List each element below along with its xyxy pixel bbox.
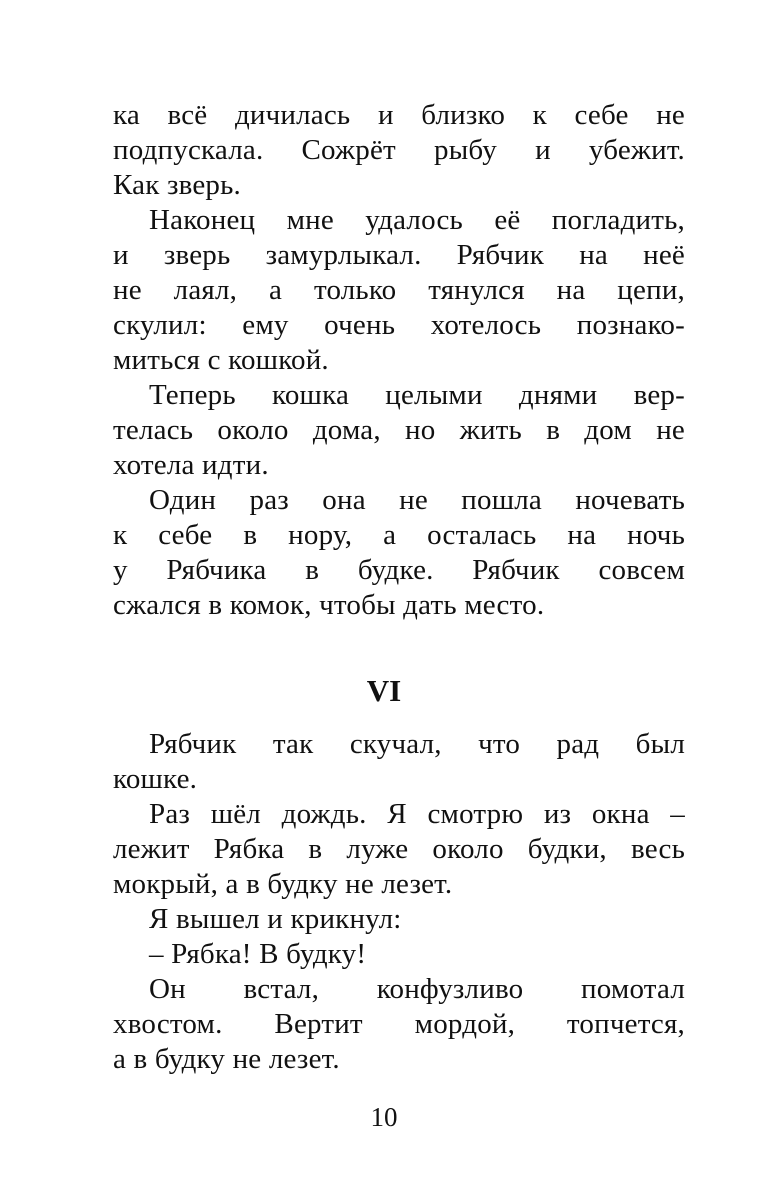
text-line: лежит Рябка в луже около будки, весь — [113, 833, 685, 865]
text-line: Как зверь. — [113, 169, 241, 201]
text-line: миться с кошкой. — [113, 344, 329, 376]
text-line: Рябчик так скучал, что рад был — [149, 728, 685, 760]
text-line: кошке. — [113, 763, 198, 795]
text-line: скулил: ему очень хотелось познако- — [113, 309, 685, 341]
text-line: мокрый, а в будку не лезет. — [113, 868, 453, 900]
text-line: Наконец мне удалось её погладить, — [149, 204, 685, 236]
text-block-bottom — [113, 727, 685, 1077]
text-line: и зверь замурлыкал. Рябчик на неё — [113, 239, 685, 271]
text-line: Теперь кошка целыми днями вер- — [149, 379, 685, 411]
text-line: – Рябка! В будку! — [149, 938, 367, 970]
text-line: сжался в комок, чтобы дать место. — [113, 589, 545, 621]
text-line: Один раз она не пошла ночевать — [149, 484, 685, 516]
text-line: к себе в нору, а осталась на ночь — [113, 519, 685, 551]
text-line: телась около дома, но жить в дом не — [113, 414, 685, 446]
text-line: подпускала. Сожрёт рыбу и убежит. — [113, 134, 685, 166]
text-line: хотела идти. — [113, 449, 269, 481]
text-line: Он встал, конфузливо помотал — [149, 973, 685, 1005]
text-line: не лаял, а только тянулся на цепи, — [113, 274, 685, 306]
text-line: Я вышел и крикнул: — [149, 903, 402, 935]
chapter-heading: VI — [366, 673, 402, 708]
page-number: 10 — [370, 1102, 398, 1132]
text-line: у Рябчика в будке. Рябчик совсем — [113, 554, 685, 586]
text-block-top — [113, 98, 685, 623]
text-line: ка всё дичилась и близко к себе не — [113, 99, 685, 131]
text-line: хвостом. Вертит мордой, топчется, — [113, 1008, 685, 1040]
text-line: а в будку не лезет. — [113, 1043, 340, 1075]
text-line: Раз шёл дождь. Я смотрю из окна – — [149, 798, 685, 830]
